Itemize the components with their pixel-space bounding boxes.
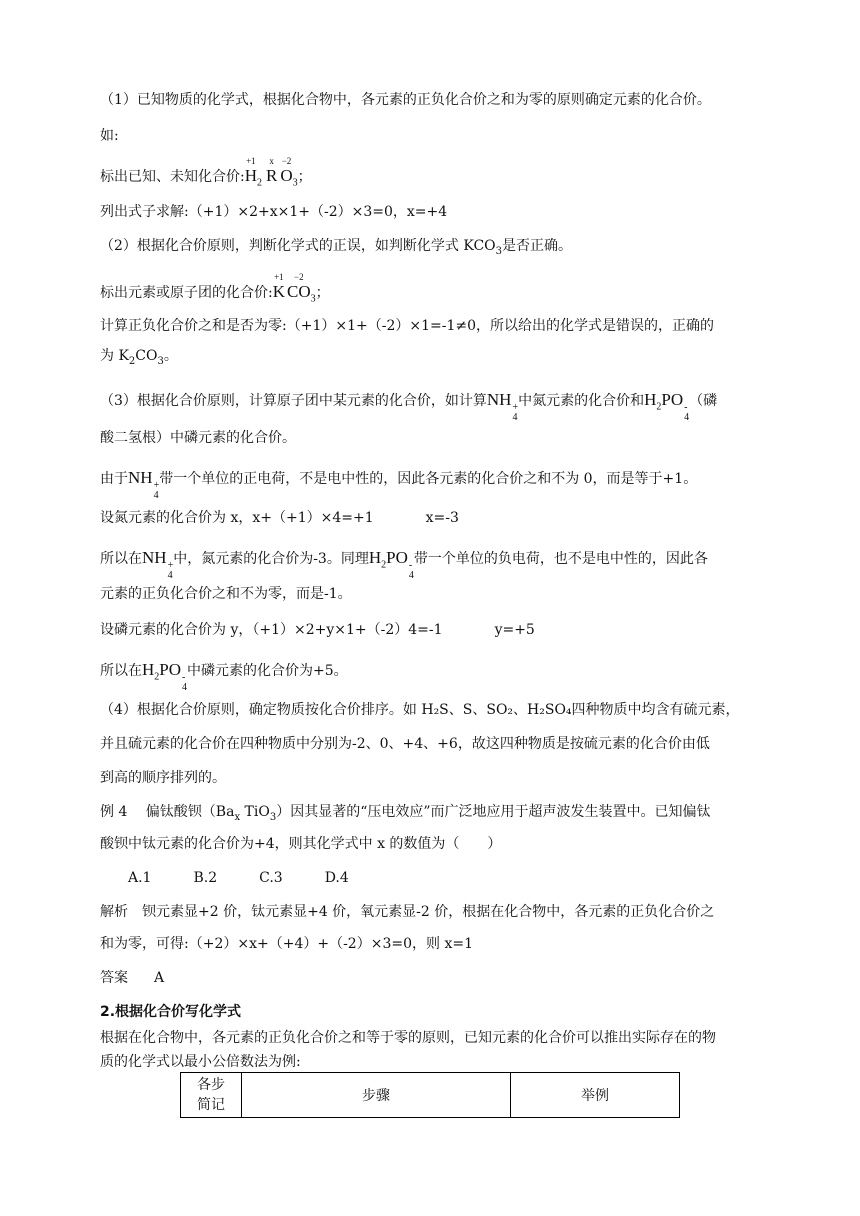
ion-h2po4: $H_2PO$ - 4 (368, 548, 414, 581)
para-2-line: （2）根据化合价原则，判断化学式的正误，如判断化学式 $KCO_3$是否正确。 (100, 238, 573, 257)
ion-nh4: NH + 4 (486, 390, 519, 423)
option-c: C.3 (259, 870, 283, 886)
ion-nh4: NH + 4 (142, 548, 174, 581)
example-label-kco3: 标出元素或原子团的化合价: +1 K −2 $CO_3$； (100, 272, 330, 305)
para-1-line: （1）已知物质的化学式，根据化合物中，各元素的正负化合价之和为零的原则确定元素的化合价。 (100, 92, 711, 108)
nh4-result-line-2: 元素的正负化合价之和不为零，而是-1。 (100, 586, 352, 602)
phosphorus-calc-line: 设磷元素的化合价为 y，（+1）×2+y×1+（-2）4=-1 y=+5 (100, 622, 535, 638)
steps-table (180, 1072, 680, 1118)
table-header-row (181, 1073, 680, 1118)
correct-formula-line: 为 $K_2CO_3$。 (100, 348, 178, 367)
section-intro-line: 根据在化合物中，各元素的正负化合价之和等于零的原则，已知元素的化合价可以推出实际存在的物 (100, 1030, 716, 1046)
example-4-line-2: 酸钡中钛元素的化合价为+4，则其化学式中 x 的数值为（ ） (100, 836, 502, 852)
para-1-line-2: 如: (100, 128, 119, 144)
formula-kco3: +1 K −2 $CO_3$ (272, 272, 316, 305)
analysis-line-2: 和为零，可得:（+2）×x+（+4）+（-2）×3=0，则 x=1 (100, 936, 473, 952)
option-a: A.1 (128, 870, 152, 886)
ion-h2po4: $H_2PO$ - 4 (644, 390, 690, 423)
section-intro-line-2: 质的化学式以最小公倍数法为例: (100, 1054, 301, 1070)
nh4-result-line: 所以在NH + 4 中，氮元素的化合价为-3。同理$H_2PO$ - 4 带一个单位的负电荷，也不是电中性的，因此各 (100, 548, 708, 581)
h2po4-result-line: 所以在$H_2PO$ - 4 中磷元素的化合价为+5。 (100, 660, 348, 693)
calc-line: 计算正负化合价之和是否为零:（+1）×1+（-2）×1=-1≠0，所以给出的化学式是错误的，正确的 (100, 318, 715, 334)
nh4-charge-line: 由于NH + 4 带一个单位的正电荷，不是电中性的，因此各元素的化合价之和不为 0，而是等于+1。 (100, 468, 698, 501)
para-4-line: （4）根据化合价原则，确定物质按化合价排序。如 H₂S、S、SO₂、H₂SO₄四种物质中均含有硫元素， (100, 702, 740, 718)
answer-line: 答案 A (100, 970, 165, 986)
para-3-line: （3）根据化合价原则，计算原子团中某元素的化合价，如计算NH + 4 中氮元素的化合价和$H_2PO$ - 4 （磷 (100, 390, 718, 423)
ion-nh4: NH + 4 (128, 468, 160, 501)
table-header-brief: 各步 简记 (181, 1073, 242, 1118)
para-4-line-2: 并且硫元素的化合价在四种物质中分别为-2、0、+4、+6，故这四种物质是按硫元素的化合价由低 (100, 736, 710, 752)
equation-line: 列出式子求解:（+1）×2+x×1+（-2）×3=0，x=+4 (100, 204, 448, 220)
section-heading: 2.根据化合价写化学式 (100, 1004, 242, 1020)
option-b: B.2 (193, 870, 218, 886)
table-header-example: 举例 (511, 1073, 680, 1118)
answer-options (128, 864, 792, 892)
analysis-line: 解析 钡元素显+2 价，钛元素显+4 价，氧元素显-2 价，根据在化合物中，各元素的正负化合价之 (100, 904, 715, 920)
example-label-h2ro3: 标出已知、未知化合价: +1 $H_2$ x R −2 $O_3$； (100, 156, 312, 189)
table-header-steps: 步骤 (242, 1073, 511, 1118)
ion-h2po4: $H_2PO$ - 4 (142, 660, 188, 693)
para-3-line-2: 酸二氢根）中磷元素的化合价。 (100, 430, 296, 446)
para-4-line-3: 到高的顺序排列的。 (100, 770, 226, 786)
option-d: D.4 (324, 870, 349, 886)
example-4-line: 例 4 偏钛酸钡（$Ba_x$ TiO$_3$）因其显著的“压电效应”而广泛地应用于超声波发生装置中。已知偏钛 (100, 804, 711, 823)
nitrogen-calc-line: 设氮元素的化合价为 x，x+（+1）×4=+1 x=-3 (100, 510, 459, 526)
formula-h2ro3: +1 $H_2$ x R −2 $O_3$ (244, 156, 298, 189)
